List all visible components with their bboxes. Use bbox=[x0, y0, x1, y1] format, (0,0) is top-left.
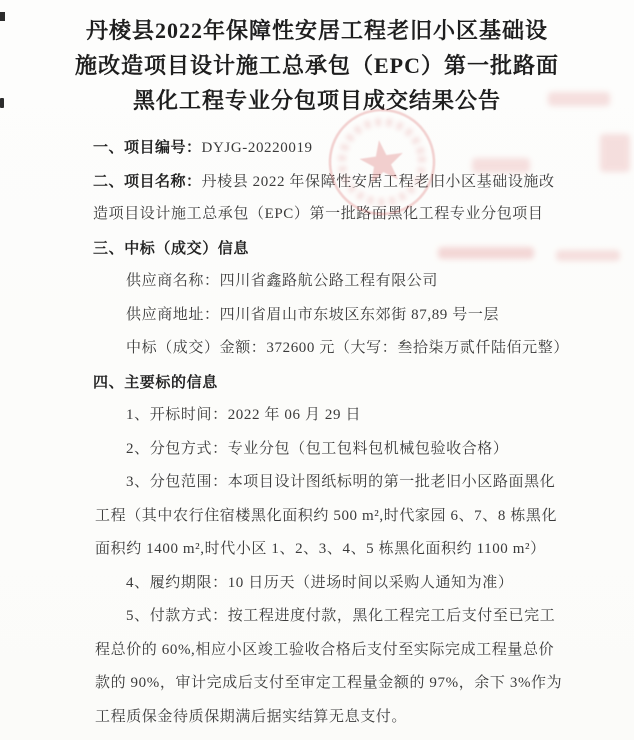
doc-line-bid-open-time bbox=[126, 399, 634, 433]
doc-line-scope-cont-1 bbox=[95, 500, 634, 534]
doc-line-payment-cont-3 bbox=[95, 701, 634, 735]
field-value: DYJG-20220019 bbox=[201, 140, 313, 156]
document-body bbox=[0, 131, 634, 734]
doc-line-subcontract-method bbox=[126, 433, 634, 467]
title-line: 丹棱县2022年保障性安居工程老旧小区基础设 bbox=[85, 18, 548, 43]
doc-line-project-name-cont bbox=[93, 198, 634, 232]
field-value: 中标（成交）金额：372600 元（大写：叁拾柒万贰仟陆佰元整） bbox=[126, 340, 569, 356]
field-label: 一、项目编号： bbox=[93, 139, 202, 156]
field-value: 5、付款方式：按工程进度付款，黑化工程完工后支付至已完工 bbox=[126, 608, 556, 624]
field-value: 供应商名称：四川省鑫路航公路工程有限公司 bbox=[126, 273, 439, 289]
field-value: 款的 90%，审计完成后支付至审定工程量金额的 97%，余下 3%作为 bbox=[95, 675, 563, 691]
field-value: 程总价的 60%,相应小区竣工验收合格后支付至实际完成工程量总价 bbox=[95, 641, 555, 658]
doc-line-supplier-address bbox=[126, 299, 634, 333]
doc-line-supplier-name bbox=[126, 265, 634, 299]
field-value: 工程（其中农行住宿楼黑化面积约 500 m²,时代家园 6、7、8 栋黑化 bbox=[95, 507, 558, 524]
doc-line-payment-cont-1 bbox=[95, 634, 634, 668]
section-heading: 四、主要标的信息 bbox=[93, 373, 218, 391]
doc-line-project-number bbox=[93, 131, 634, 165]
field-value: 工程质保金待质保期满后据实结算无息支付。 bbox=[95, 708, 408, 725]
field-value: 3、分包范围：本项目设计图纸标明的第一批老旧小区路面黑化 bbox=[126, 474, 556, 490]
title-line: 施改造项目设计施工总承包（EPC）第一批路面 bbox=[74, 53, 559, 78]
field-value: 造项目设计施工总承包（EPC）第一批路面黑化工程专业分包项目 bbox=[93, 206, 544, 222]
field-value: 1、开标时间：2022 年 06 月 29 日 bbox=[126, 407, 362, 423]
doc-line-subcontract-scope bbox=[126, 466, 634, 500]
doc-line-award-amount bbox=[126, 332, 634, 366]
document-title bbox=[0, 0, 634, 118]
doc-line-payment-method bbox=[126, 600, 634, 634]
field-value: 2、分包方式：专业分包（包工包料包机械包验收合格） bbox=[126, 440, 509, 457]
field-label: 二、项目名称： bbox=[93, 172, 202, 190]
doc-line-performance-period bbox=[126, 567, 634, 601]
title-line: 黑化工程专业分包项目成交结果公告 bbox=[132, 88, 501, 113]
field-value: 4、履约期限：10 日历天（进场时间以采购人通知为准） bbox=[126, 574, 514, 591]
doc-heading-award-info bbox=[93, 232, 634, 266]
doc-line-project-name bbox=[93, 165, 634, 199]
field-value: 丹棱县 2022 年保障性安居工程老旧小区基础设施改 bbox=[201, 173, 555, 190]
doc-line-scope-cont-2 bbox=[95, 533, 634, 567]
doc-heading-main-subject bbox=[93, 366, 634, 400]
field-value: 面积约 1400 m²,时代小区 1、2、3、4、5 栋黑化面积约 1100 m²） bbox=[95, 541, 546, 557]
field-value: 供应商地址：四川省眉山市东坡区东郊街 87,89 号一层 bbox=[126, 306, 500, 323]
doc-line-payment-cont-2 bbox=[95, 667, 634, 701]
section-heading: 三、中标（成交）信息 bbox=[93, 239, 250, 257]
